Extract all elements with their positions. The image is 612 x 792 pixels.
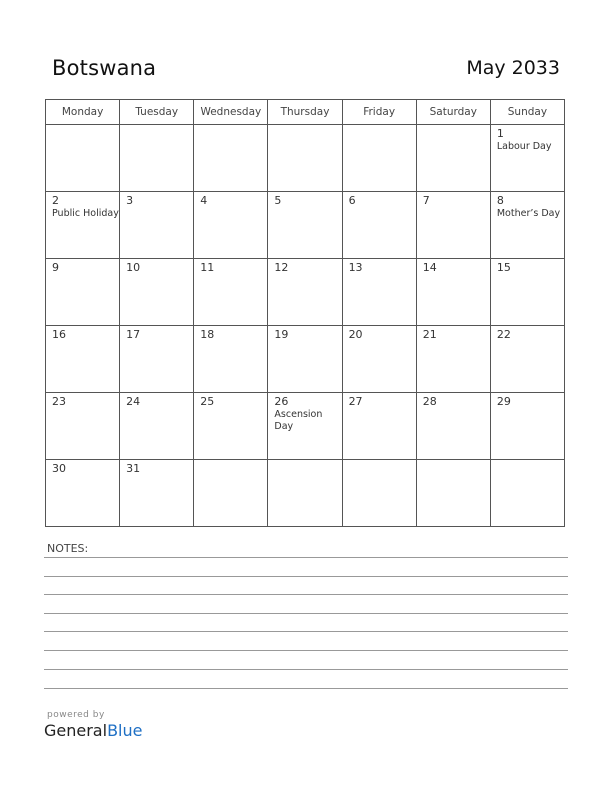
weekday-header: Wednesday: [194, 100, 268, 125]
day-cell[interactable]: [490, 125, 564, 192]
day-number: 26: [274, 395, 289, 408]
day-cell[interactable]: [194, 326, 268, 393]
day-number: 2: [52, 194, 59, 207]
week-row: [46, 393, 565, 460]
day-number: 7: [422, 194, 430, 207]
day-cell[interactable]: [416, 393, 490, 460]
day-number: 15: [496, 261, 511, 274]
day-number: 19: [274, 328, 289, 341]
notes-line: [44, 669, 568, 670]
day-cell[interactable]: [342, 393, 416, 460]
day-cell[interactable]: [416, 460, 490, 527]
calendar-grid: [45, 99, 565, 527]
day-cell[interactable]: [120, 460, 194, 527]
day-number: 16: [52, 328, 66, 341]
week-row: [46, 192, 565, 259]
day-cell[interactable]: [268, 460, 342, 527]
holiday-label: Mother’s Day: [496, 208, 561, 219]
day-cell[interactable]: [342, 326, 416, 393]
day-cell[interactable]: [46, 125, 120, 192]
day-number: 20: [348, 328, 363, 341]
day-cell[interactable]: [416, 125, 490, 192]
day-cell[interactable]: [416, 259, 490, 326]
weekday-header: Thursday: [268, 100, 342, 125]
day-cell[interactable]: [194, 460, 268, 527]
holiday-label: Ascension Day: [274, 409, 323, 432]
day-cell[interactable]: [194, 259, 268, 326]
week-row: [46, 326, 565, 393]
notes-line: [44, 688, 568, 689]
holiday-label: Labour Day: [496, 141, 552, 152]
notes-line: [44, 631, 568, 632]
day-cell[interactable]: [194, 393, 268, 460]
week-row: [46, 125, 565, 192]
day-cell[interactable]: [194, 125, 268, 192]
day-cell[interactable]: [416, 326, 490, 393]
holiday-label: Public Holiday: [52, 208, 119, 219]
day-cell[interactable]: [120, 259, 194, 326]
day-number: 18: [200, 328, 215, 341]
day-number: 14: [422, 261, 437, 274]
day-cell[interactable]: [416, 192, 490, 259]
day-cell[interactable]: [46, 259, 120, 326]
day-cell[interactable]: [490, 393, 564, 460]
day-number: 30: [52, 462, 66, 475]
day-number: 13: [348, 261, 363, 274]
notes-line: [44, 594, 568, 595]
notes-line: [44, 613, 568, 614]
day-cell[interactable]: [342, 192, 416, 259]
day-cell[interactable]: [268, 192, 342, 259]
day-cell[interactable]: [490, 192, 564, 259]
day-number: 12: [274, 261, 289, 274]
day-number: 23: [52, 395, 66, 408]
day-number: 10: [126, 261, 141, 274]
day-cell[interactable]: [46, 192, 120, 259]
day-number: 17: [126, 328, 141, 341]
day-number: 31: [126, 462, 141, 475]
brand-blue: Blue: [107, 721, 143, 740]
day-number: 8: [496, 194, 504, 207]
day-number: 21: [422, 328, 437, 341]
day-number: 29: [496, 395, 511, 408]
week-row: [46, 259, 565, 326]
day-number: 9: [52, 261, 59, 274]
notes-line: [44, 650, 568, 651]
weekday-header: Tuesday: [120, 100, 194, 125]
country-title: Botswana: [52, 56, 157, 80]
day-cell[interactable]: [342, 125, 416, 192]
day-number: 28: [422, 395, 437, 408]
brand-general: General: [44, 721, 108, 740]
day-cell[interactable]: [268, 125, 342, 192]
day-cell[interactable]: [120, 326, 194, 393]
week-row: [46, 460, 565, 527]
powered-by-label: powered by: [47, 710, 105, 720]
day-number: 27: [348, 395, 363, 408]
day-cell[interactable]: [268, 326, 342, 393]
weekday-header: Monday: [46, 100, 120, 125]
notes-line: [44, 576, 568, 577]
day-cell[interactable]: [46, 460, 120, 527]
day-cell[interactable]: [46, 393, 120, 460]
day-number: 24: [126, 395, 141, 408]
day-cell[interactable]: [120, 393, 194, 460]
day-cell[interactable]: [342, 460, 416, 527]
generalblue-logo[interactable]: [44, 721, 142, 740]
day-cell[interactable]: [268, 393, 342, 460]
day-number: 25: [200, 395, 215, 408]
notes-line: [44, 557, 568, 558]
day-cell[interactable]: [342, 259, 416, 326]
day-cell[interactable]: [490, 326, 564, 393]
day-cell[interactable]: [120, 192, 194, 259]
day-cell[interactable]: [268, 259, 342, 326]
day-number: 3: [126, 194, 134, 207]
day-number: 22: [496, 328, 511, 341]
weekday-header: Saturday: [416, 100, 490, 125]
month-year-title: May 2033: [466, 57, 560, 79]
weekday-header: Friday: [342, 100, 416, 125]
day-number: 5: [274, 194, 282, 207]
day-cell[interactable]: [490, 460, 564, 527]
day-number: 6: [348, 194, 356, 207]
day-number: 1: [496, 127, 504, 140]
day-number: 11: [200, 261, 215, 274]
day-cell[interactable]: [120, 125, 194, 192]
weekday-header-row: [46, 100, 565, 125]
day-cell[interactable]: [46, 326, 120, 393]
weekday-header: Sunday: [490, 100, 564, 125]
day-cell[interactable]: [490, 259, 564, 326]
notes-label: NOTES:: [47, 542, 89, 555]
day-cell[interactable]: [194, 192, 268, 259]
day-number: 4: [200, 194, 208, 207]
